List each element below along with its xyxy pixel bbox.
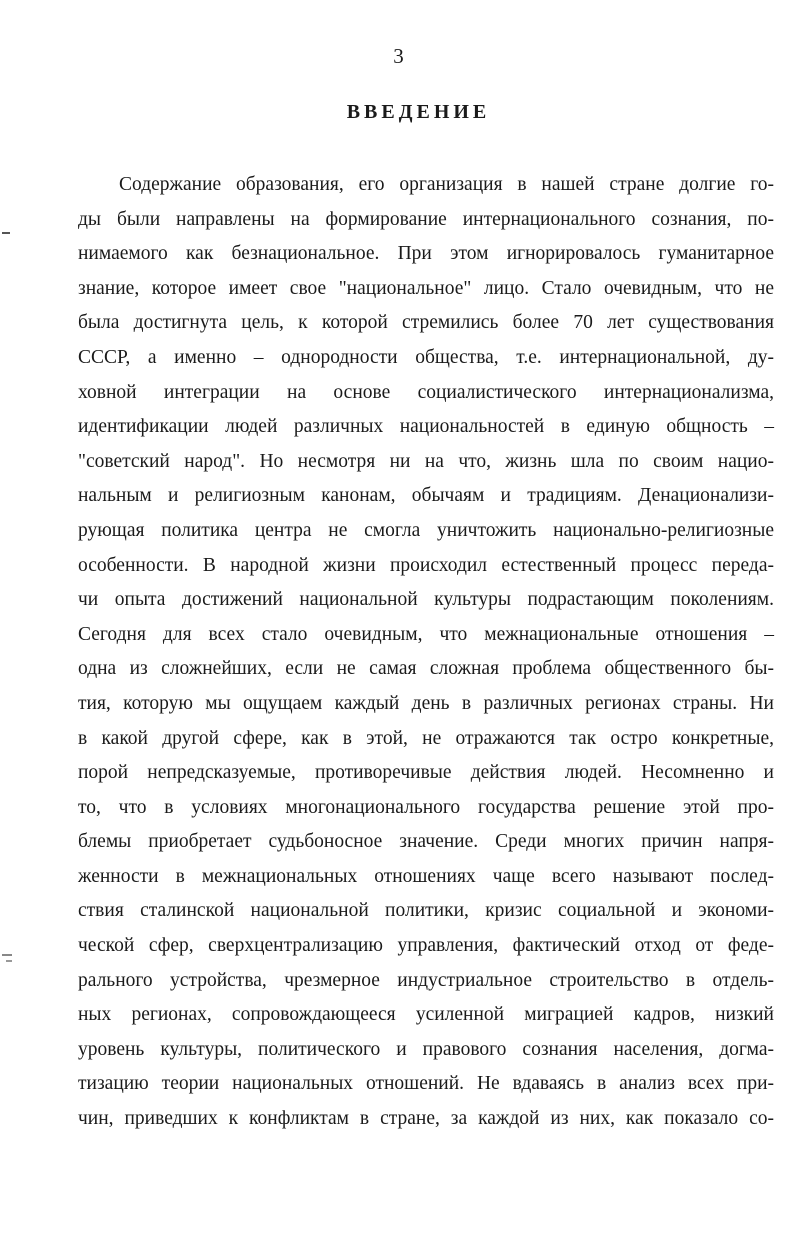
text-line: Сегодня для всех стало очевидным, что межнациональные отношения – bbox=[78, 623, 774, 645]
section-heading: ВВЕДЕНИЕ bbox=[346, 101, 491, 123]
text-line: тизацию теории национальных отношений. Не вдаваясь в анализ всех при- bbox=[78, 1073, 774, 1095]
body-paragraph bbox=[78, 168, 774, 1137]
text-line: чи опыта достижений национальной культуры подрастающим поколениям. bbox=[78, 589, 774, 611]
text-line: ствия сталинской национальной политики, кризис социальной и экономи- bbox=[78, 900, 774, 922]
text-line: была достигнута цель, к которой стремились более 70 лет существования bbox=[78, 312, 774, 334]
text-line: нальным и религиозным канонам, обычаям и традициям. Денационализи- bbox=[78, 485, 774, 507]
text-line: нимаемого как безнациональное. При этом игнорировалось гуманитарное bbox=[78, 243, 774, 265]
margin-scan-mark bbox=[2, 232, 10, 234]
text-line: рального устройства, чрезмерное индустриальное строительство в отдель- bbox=[78, 969, 774, 991]
margin-scan-mark bbox=[2, 954, 12, 956]
margin-scan-mark bbox=[6, 960, 12, 962]
text-line: знание, которое имеет свое "национальное" лицо. Стало очевидным, что не bbox=[78, 277, 774, 299]
text-line: "советский народ". Но несмотря ни на что, жизнь шла по своим нацио- bbox=[78, 450, 774, 472]
page-number: 3 bbox=[393, 44, 404, 68]
text-line: рующая политика центра не смогла уничтожить национально-религиозные bbox=[78, 519, 774, 541]
text-line: блемы приобретает судьбоносное значение. Среди многих причин напря- bbox=[78, 831, 774, 853]
text-line: чин, приведших к конфликтам в стране, за каждой из них, как показало со- bbox=[78, 1108, 774, 1130]
text-line: одна из сложнейших, если не самая сложная проблема общественного бы- bbox=[78, 658, 774, 680]
text-line: женности в межнациональных отношениях чаще всего называют послед- bbox=[78, 865, 774, 887]
text-line: идентификации людей различных национальностей в единую общность – bbox=[78, 416, 774, 438]
text-line: ных регионах, сопровождающееся усиленной миграцией кадров, низкий bbox=[78, 1004, 774, 1026]
text-line: ховной интеграции на основе социалистического интернационализма, bbox=[78, 381, 774, 403]
text-line: ческой сфер, сверхцентрализацию управления, фактический отход от феде- bbox=[78, 935, 774, 957]
text-line: ды были направлены на формирование интернационального сознания, по- bbox=[78, 208, 774, 230]
text-line: в какой другой сфере, как в этой, не отражаются так остро конкретные, bbox=[78, 727, 774, 749]
text-line: Содержание образования, его организация в нашей стране долгие го- bbox=[119, 174, 774, 195]
text-line: тия, которую мы ощущаем каждый день в различных регионах страны. Ни bbox=[78, 692, 774, 714]
text-line: уровень культуры, политического и правового сознания населения, догма- bbox=[78, 1038, 774, 1060]
text-line: особенности. В народной жизни происходил естественный процесс переда- bbox=[78, 554, 774, 576]
text-line: порой непредсказуемые, противоречивые действия людей. Несомненно и bbox=[78, 762, 774, 784]
text-line: СССР, а именно – однородности общества, т.е. интернациональной, ду- bbox=[78, 346, 774, 368]
text-line: то, что в условиях многонационального государства решение этой про- bbox=[78, 796, 774, 818]
